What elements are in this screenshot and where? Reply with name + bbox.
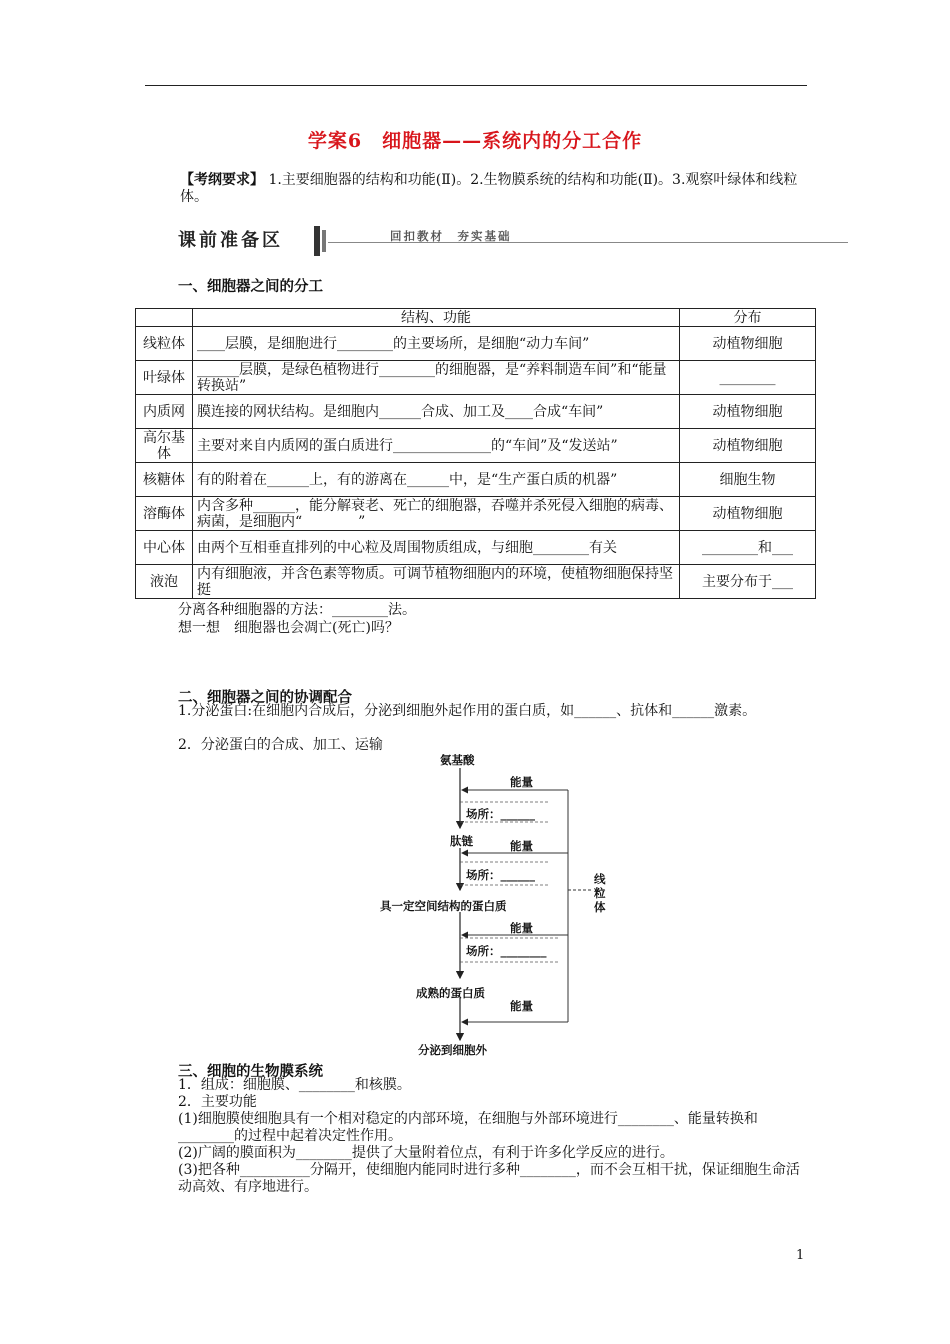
- header-rule: [145, 85, 807, 86]
- organelle-distribution: ________和___: [680, 531, 816, 565]
- organelle-name: 内质网: [136, 395, 193, 429]
- flow-caption: 2．分泌蛋白的合成、加工、运输: [178, 737, 383, 753]
- requirements-label: 【考纲要求】: [180, 172, 264, 188]
- organelle-function: ______层膜，是绿色植物进行________的细胞器，是“养料制造车间”和“能量转换站”: [193, 361, 680, 395]
- step-folded-protein: 具一定空间结构的蛋白质: [380, 899, 507, 913]
- organelle-function: 膜连接的网状结构。是细胞内______合成、加工及____合成“车间”: [193, 395, 680, 429]
- separation-method: 分离各种细胞器的方法：________法。: [178, 602, 416, 618]
- secreted-protein-definition: 1.分泌蛋白:在细胞内合成后，分泌到细胞外起作用的蛋白质，如______、抗体和______激素。: [178, 703, 757, 719]
- table-row: [136, 531, 816, 565]
- step-secreted: 分泌到细胞外: [418, 1043, 487, 1057]
- secretion-flowchart: [360, 750, 620, 1060]
- table-row: [136, 463, 816, 497]
- organelle-distribution: 动植物细胞: [680, 395, 816, 429]
- organelle-function: ____层膜，是细胞进行________的主要场所，是细胞“动力车间”: [193, 327, 680, 361]
- header-cell-distribution: 分布: [680, 309, 816, 327]
- section-banner: [178, 226, 848, 256]
- mitochondria-label: 线粒体: [594, 872, 606, 914]
- exam-requirements: [180, 172, 808, 206]
- section2-heading: 二、细胞器之间的协调配合: [178, 690, 352, 706]
- step-peptide: 肽链: [450, 834, 473, 848]
- organelle-distribution: 动植物细胞: [680, 327, 816, 361]
- organelle-distribution: 细胞生物: [680, 463, 816, 497]
- organelle-function: 由两个互相垂直排列的中心粒及周围物质组成，与细胞________有关: [193, 531, 680, 565]
- banner-title: 课前准备区: [178, 228, 310, 254]
- table-row: [136, 429, 816, 463]
- section1-heading: 一、细胞器之间的分工: [178, 279, 323, 295]
- organelle-distribution: 主要分布于___: [680, 565, 816, 599]
- table-row: [136, 565, 816, 599]
- site-blank: 场所：________: [466, 944, 547, 958]
- step-mature-protein: 成熟的蛋白质: [416, 986, 485, 1000]
- banner-bar-thin: [322, 230, 326, 252]
- organelle-distribution: ________: [680, 361, 816, 395]
- energy-label: 能量: [510, 921, 533, 935]
- organelle-name: 叶绿体: [136, 361, 193, 395]
- organelle-table: [135, 308, 816, 599]
- organelle-distribution: 动植物细胞: [680, 429, 816, 463]
- membrane-function-1: (1)细胞膜使细胞具有一个相对稳定的内部环境，在细胞与外部环境进行________、能量转换和________的过程中起着决定性作用。: [178, 1111, 758, 1144]
- section3-heading: 三、细胞的生物膜系统: [178, 1064, 323, 1080]
- think-question: 想一想 细胞器也会凋亡(死亡)吗？: [178, 620, 399, 636]
- requirements-text: 1.主要细胞器的结构和功能(Ⅱ)。2.生物膜系统的结构和功能(Ⅱ)。3.观察叶绿体和线粒体。: [180, 172, 798, 205]
- page-title: 学案6 细胞器——系统内的分工合作: [307, 130, 643, 152]
- header-cell-function: 结构、功能: [193, 309, 680, 327]
- membrane-composition: 1．组成：细胞膜、________和核膜。: [178, 1077, 411, 1093]
- organelle-name: 液泡: [136, 565, 193, 599]
- energy-label: 能量: [510, 775, 533, 789]
- membrane-function-title: 2．主要功能: [178, 1094, 257, 1110]
- page-number: 1: [796, 1248, 805, 1263]
- organelle-function: 主要对来自内质网的蛋白质进行______________的“车间”及“发送站”: [193, 429, 680, 463]
- table-header-row: [136, 309, 816, 327]
- organelle-name: 溶酶体: [136, 497, 193, 531]
- organelle-name: 高尔基体: [136, 429, 193, 463]
- organelle-function: 有的附着在______上，有的游离在______中，是“生产蛋白质的机器”: [193, 463, 680, 497]
- step-amino-acid: 氨基酸: [440, 753, 475, 767]
- banner-bar: [314, 226, 320, 256]
- site-blank: 场所：______: [466, 807, 535, 821]
- table-row: [136, 395, 816, 429]
- organelle-distribution: 动植物细胞: [680, 497, 816, 531]
- table-row: [136, 497, 816, 531]
- organelle-function: 内有细胞液，并含色素等物质。可调节植物细胞内的环境，使植物细胞保持坚挺: [193, 565, 680, 599]
- energy-label: 能量: [510, 999, 533, 1013]
- membrane-function-3: (3)把各种__________分隔开，使细胞内能同时进行多种________，而不会互相干扰，保证细胞生命活动高效、有序地进行。: [178, 1162, 800, 1195]
- banner-subtitle: 回扣教材 夯实基础: [390, 229, 512, 243]
- energy-label: 能量: [510, 839, 533, 853]
- header-cell-name: [136, 309, 193, 327]
- organelle-name: 核糖体: [136, 463, 193, 497]
- organelle-function: 内含多种______，能分解衰老、死亡的细胞器，吞噬并杀死侵入细胞的病毒、病菌，是细胞内“ ”: [193, 497, 680, 531]
- organelle-name: 中心体: [136, 531, 193, 565]
- membrane-function-2: (2)广阔的膜面积为________提供了大量附着位点，有利于许多化学反应的进行。: [178, 1145, 674, 1161]
- table-row: [136, 327, 816, 361]
- table-row: [136, 361, 816, 395]
- site-blank: 场所：______: [466, 868, 535, 882]
- organelle-name: 线粒体: [136, 327, 193, 361]
